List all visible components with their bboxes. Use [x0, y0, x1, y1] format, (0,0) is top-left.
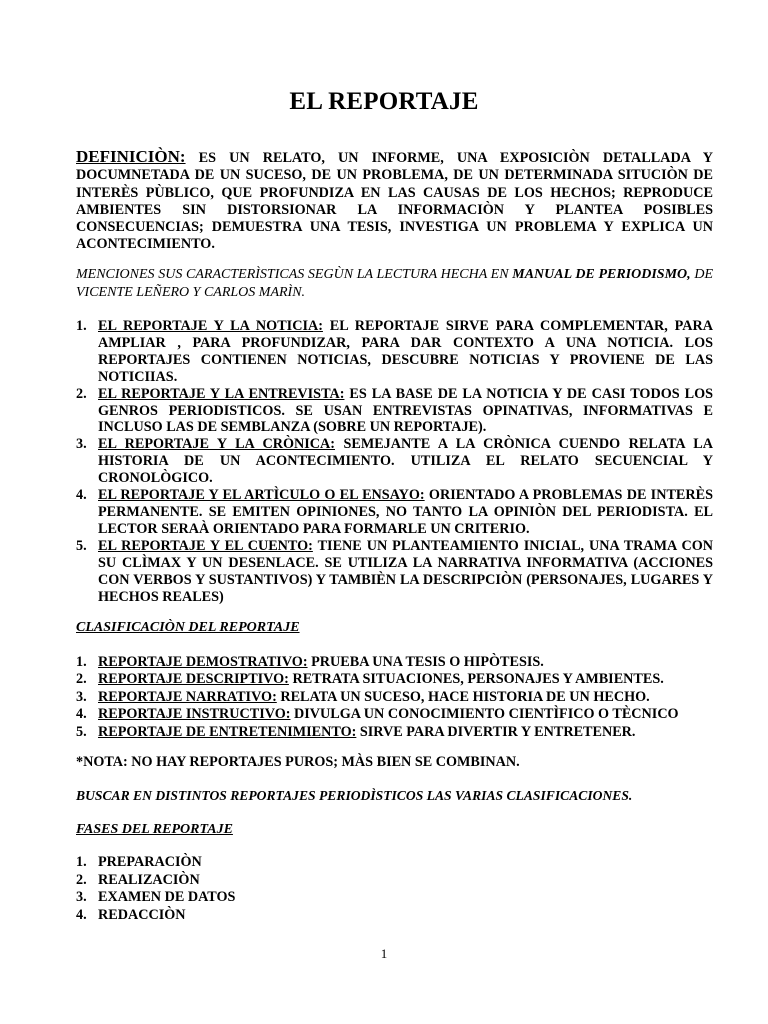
list-item	[76, 386, 713, 437]
list-item-text: ES LA BASE DE LA NOTICIA Y DE CASI TODOS LOS GENROS PERIODISTICOS. SE USAN ENTREVISTAS OPINATIVAS, INFORMATIVAS E INCLUSO LAS DE SEMBLANZA (SOBRE UN REPORTAJE).	[98, 385, 713, 436]
mentions-book-title: MANUAL DE PERIODISMO,	[512, 267, 691, 282]
list-item-label: EL REPORTAJE Y LA NOTICIA:	[98, 318, 323, 334]
definition-paragraph	[76, 148, 713, 254]
mentions-text-after: DE VICENTE LEÑERO Y CARLOS MARÌN.	[76, 267, 714, 300]
list-item-label: EL REPORTAJE Y EL CUENTO:	[98, 537, 313, 554]
search-instruction: BUSCAR EN DISTINTOS REPORTAJES PERIODÌSTICOS LAS VARIAS CLASIFICACIONES.	[76, 788, 633, 803]
list-item-label: REPORTAJE NARRATIVO:	[98, 688, 277, 705]
list-item-text: DIVULGA UN CONOCIMIENTO CIENTÌFICO O TÈCNICO	[290, 706, 679, 723]
list-item	[76, 907, 713, 925]
definition-label: DEFINICIÒN:	[76, 147, 186, 166]
list-item-text: REALIZACIÒN	[98, 871, 200, 888]
list-item	[76, 654, 756, 671]
list-item-number: 1.	[76, 854, 87, 870]
list-item-text: TIENE UN PLANTEAMIENTO INICIAL, UNA TRAMA CON SU CLÌMAX Y UN DESENLACE. SE UTILIZA LA NARRATIVA INFORMATIVA (ACCIONES CON VERBOS Y SUSTANTIVOS) Y TAMBIÈN LA DESCRIPCIÒN (PERSONAJES, LUGARES Y HECHOS REALES)	[98, 537, 714, 605]
classification-heading: CLASIFICACIÒN DEL REPORTAJE	[76, 620, 300, 635]
list-item	[76, 318, 713, 386]
list-item-text: SIRVE PARA DIVERTIR Y ENTRETENER.	[356, 723, 636, 740]
phases-list	[76, 854, 713, 924]
list-item	[76, 889, 713, 907]
list-item	[76, 436, 713, 487]
list-item-label: REPORTAJE DEMOSTRATIVO:	[98, 654, 308, 670]
list-item-number: 3.	[76, 688, 87, 705]
list-item-label: REPORTAJE INSTRUCTIVO:	[98, 706, 291, 723]
list-item-number: 2.	[76, 871, 87, 888]
list-item-text: SEMEJANTE A LA CRÒNICA CUENDO RELATA LA HISTORIA DE UN ACONTECIMIENTO. UTILIZA EL RELATO SECUENCIAL Y CRONOLÒGICO.	[98, 436, 714, 487]
definition-text: ES UN RELATO, UN INFORME, UNA EXPOSICIÒN DETALLADA Y DOCUMNETADA DE UN SUCESO, DE UN PROBLEMA, DE UN DETERMINADA SITUCIÒN DE INTERÈS PÙBLICO, QUE PROFUNDIZA EN LAS CAUSAS DE LOS HECHOS; REPRODUCE AMBIENTES SIN DISTORSIONAR LA INFORMACIÒN Y PLANTEA POSIBLES CONSECUENCIAS; DEMUESTRA UNA TESIS, INVESTIGA UN PROBLEMA Y EXPLICA UN ACONTECIMIENTO.	[76, 150, 713, 253]
mentions-text-before: MENCIONES SUS CARACTERÌSTICAS SEGÙN LA LECTURA HECHA EN	[76, 267, 513, 282]
relations-list	[76, 318, 713, 605]
list-item	[76, 872, 713, 890]
list-item-text: ORIENTADO A PROBLEMAS DE INTERÈS PERMANENTE. SE EMITEN OPINIONES, NO TANTO LA OPINIÒN DEL PERIODISTA. EL LECTOR SERAÀ ORIENTADO PARA FORMARLE UN CRITERIO.	[98, 487, 713, 537]
list-item-text: PREPARACIÒN	[98, 854, 202, 870]
list-item-text: REDACCIÒN	[98, 906, 186, 923]
list-item-text: EXAMEN DE DATOS	[98, 889, 236, 905]
list-item-number: 4.	[76, 487, 87, 504]
list-item-number: 5.	[76, 537, 87, 554]
phases-heading: FASES DEL REPORTAJE	[76, 822, 233, 837]
page-title: EL REPORTAJE	[289, 88, 479, 115]
list-item	[76, 854, 713, 872]
list-item	[76, 487, 713, 538]
list-item-text: RETRATA SITUACIONES, PERSONAJES Y AMBIENTES.	[288, 671, 664, 688]
list-item	[76, 671, 756, 688]
list-item-label: EL REPORTAJE Y LA CRÒNICA:	[98, 436, 335, 453]
note-text: *NOTA: NO HAY REPORTAJES PUROS; MÀS BIEN SE COMBINAN.	[76, 754, 520, 770]
page-number: 1	[380, 946, 388, 961]
list-item-number: 2.	[76, 671, 87, 688]
list-item	[76, 538, 713, 606]
list-item-label: EL REPORTAJE Y EL ARTÌCULO O EL ENSAYO:	[98, 487, 425, 504]
list-item-number: 4.	[76, 706, 87, 723]
list-item-label: REPORTAJE DE ENTRETENIMIENTO:	[98, 723, 357, 740]
list-item-label: EL REPORTAJE Y LA ENTREVISTA:	[98, 385, 345, 402]
list-item-label: REPORTAJE DESCRIPTIVO:	[98, 671, 289, 688]
list-item	[76, 689, 756, 706]
list-item	[76, 724, 756, 741]
list-item-number: 1.	[76, 318, 87, 334]
classification-list	[76, 654, 756, 741]
list-item	[76, 706, 756, 723]
list-item-number: 2.	[76, 385, 87, 402]
list-item-text: PRUEBA UNA TESIS O HIPÒTESIS.	[307, 654, 544, 670]
list-item-number: 1.	[76, 654, 87, 670]
list-item-number: 3.	[76, 436, 87, 453]
list-item-number: 3.	[76, 889, 87, 905]
mentions-paragraph	[76, 266, 713, 302]
list-item-text: RELATA UN SUCESO, HACE HISTORIA DE UN HECHO.	[276, 688, 650, 705]
list-item-number: 4.	[76, 906, 87, 923]
list-item-number: 5.	[76, 723, 87, 740]
list-item-text: EL REPORTAJE SIRVE PARA COMPLEMENTAR, PARA AMPLIAR , PARA PROFUNDIZAR, PARA DAR CONTEXTO A UNA NOTICIA. LOS REPORTAJES CONTIENEN NOTICIAS, DESCUBRE NOTICIAS Y PROVIENE DE LAS NOTICIIAS.	[98, 318, 713, 385]
